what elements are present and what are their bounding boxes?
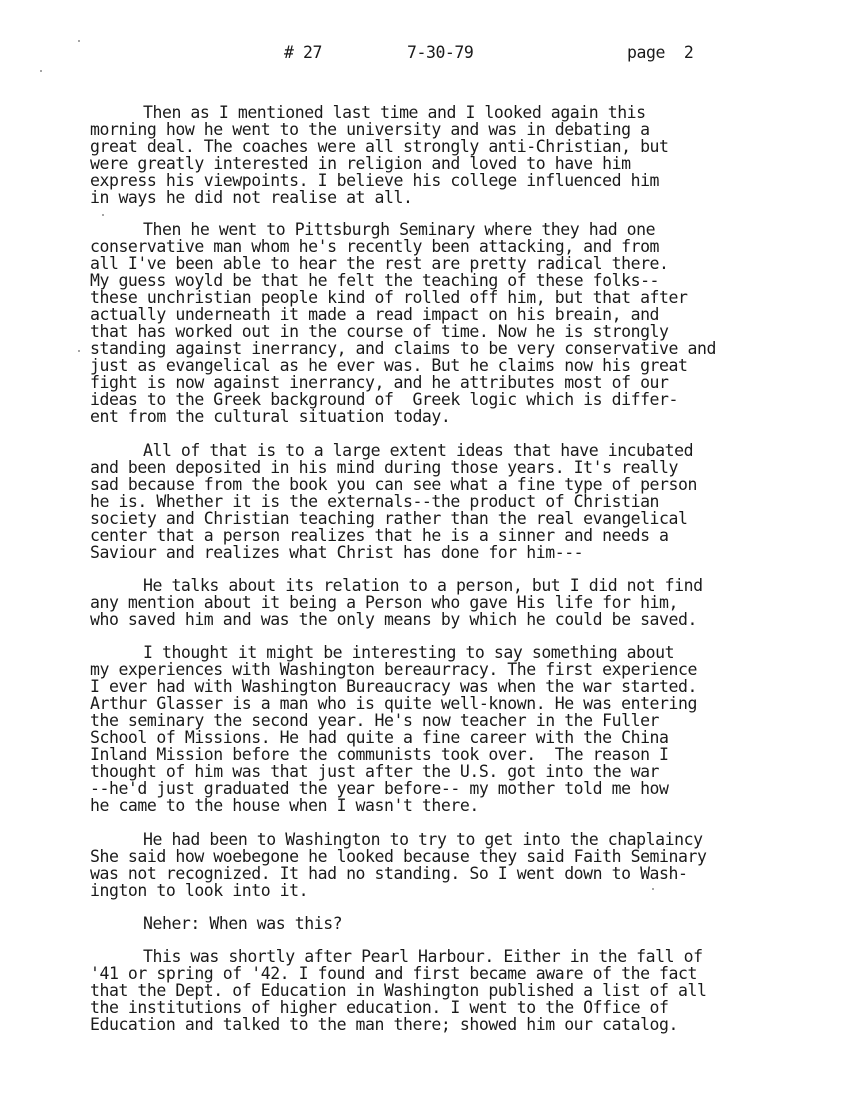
text-line: actually underneath it made a read impact on his breain, and — [90, 305, 660, 324]
scan-speck — [102, 214, 104, 216]
paragraph — [90, 221, 790, 425]
paragraph-question — [90, 915, 790, 932]
text-line: conservative man whom he's recently been attacking, and from — [90, 237, 660, 256]
scan-speck — [40, 70, 42, 72]
text-line: I ever had with Washington Bureaucracy was when the war started. — [90, 677, 697, 696]
text-line: were greatly interested in religion and loved to have him — [90, 154, 631, 173]
text-line: who saved him and was the only means by which he could be saved. — [90, 610, 697, 629]
text-line: She said how woebegone he looked because they said Faith Seminary — [90, 847, 707, 866]
text-line: ington to look into it. — [90, 881, 309, 900]
text-line: My guess woyld be that he felt the teaching of these folks-- — [90, 271, 660, 290]
text-line: great deal. The coaches were all strongly anti-Christian, but — [90, 137, 669, 156]
text-line: Saviour and realizes what Christ has done for him--- — [90, 543, 584, 562]
text-line: thought of him was that just after the U.S. got into the war — [90, 762, 660, 781]
scan-speck — [78, 350, 80, 352]
text-line: sad because from the book you can see what a fine type of person — [90, 475, 697, 494]
text-line: morning how he went to the university and was in debating a — [90, 120, 650, 139]
paragraph — [90, 831, 790, 899]
text-line: he is. Whether it is the externals--the product of Christian — [90, 492, 660, 511]
text-line: Neher: When was this? — [143, 914, 343, 933]
text-line: just as evangelical as he ever was. But he claims now his great — [90, 356, 688, 375]
text-line: that the Dept. of Education in Washington published a list of all — [90, 981, 707, 1000]
paragraph — [90, 644, 790, 814]
text-line: School of Missions. He had quite a fine career with the China — [90, 728, 669, 747]
text-line: the seminary the second year. He's now teacher in the Fuller — [90, 711, 660, 730]
text-line: I thought it might be interesting to say something about — [143, 643, 675, 662]
text-line: center that a person realizes that he is a sinner and needs a — [90, 526, 669, 545]
text-line: Then he went to Pittsburgh Seminary where they had one — [143, 220, 656, 239]
text-line: '41 or spring of '42. I found and first became aware of the fact — [90, 964, 697, 983]
text-line: Arthur Glasser is a man who is quite well-known. He was entering — [90, 694, 697, 713]
text-line: fight is now against inerrancy, and he attributes most of our — [90, 373, 669, 392]
document-number: # 27 — [284, 43, 322, 62]
text-line: any mention about it being a Person who gave His life for him, — [90, 593, 678, 612]
paragraph — [90, 104, 790, 206]
page-number: page 2 — [627, 43, 694, 62]
text-line: that has worked out in the course of time. Now he is strongly — [90, 322, 669, 341]
text-line: all I've been able to hear the rest are pretty radical there. — [90, 254, 669, 273]
text-line: --he'd just graduated the year before-- my mother told me how — [90, 779, 669, 798]
paragraph — [90, 577, 790, 628]
text-line: and been deposited in his mind during those years. It's really — [90, 458, 678, 477]
paragraph — [90, 442, 790, 561]
scan-speck — [78, 40, 80, 42]
text-line: ent from the cultural situation today. — [90, 407, 451, 426]
text-line: He talks about its relation to a person, but I did not find — [143, 576, 703, 595]
text-line: standing against inerrancy, and claims to be very conservative and — [90, 339, 716, 358]
text-line: Inland Mission before the communists took over. The reason I — [90, 745, 669, 764]
text-line: was not recognized. It had no standing. So I went down to Wash- — [90, 864, 688, 883]
text-line: Education and talked to the man there; showed him our catalog. — [90, 1015, 678, 1034]
document-date: 7-30-79 — [407, 43, 474, 62]
text-line: in ways he did not realise at all. — [90, 188, 413, 207]
text-line: society and Christian teaching rather than the real evangelical — [90, 509, 688, 528]
text-line: He had been to Washington to try to get into the chaplaincy — [143, 830, 703, 849]
text-line: the institutions of higher education. I went to the Office of — [90, 998, 669, 1017]
text-line: he came to the house when I wasn't there. — [90, 796, 479, 815]
scan-speck — [652, 888, 654, 890]
text-line: ideas to the Greek background of Greek logic which is differ- — [90, 390, 678, 409]
text-line: my experiences with Washington bereaurracy. The first experience — [90, 660, 697, 679]
text-line: This was shortly after Pearl Harbour. Either in the fall of — [143, 947, 703, 966]
text-line: All of that is to a large extent ideas that have incubated — [143, 441, 694, 460]
text-line: these unchristian people kind of rolled off him, but that after — [90, 288, 688, 307]
text-line: express his viewpoints. I believe his college influenced him — [90, 171, 660, 190]
paragraph — [90, 948, 790, 1033]
text-line: Then as I mentioned last time and I looked again this — [143, 103, 646, 122]
